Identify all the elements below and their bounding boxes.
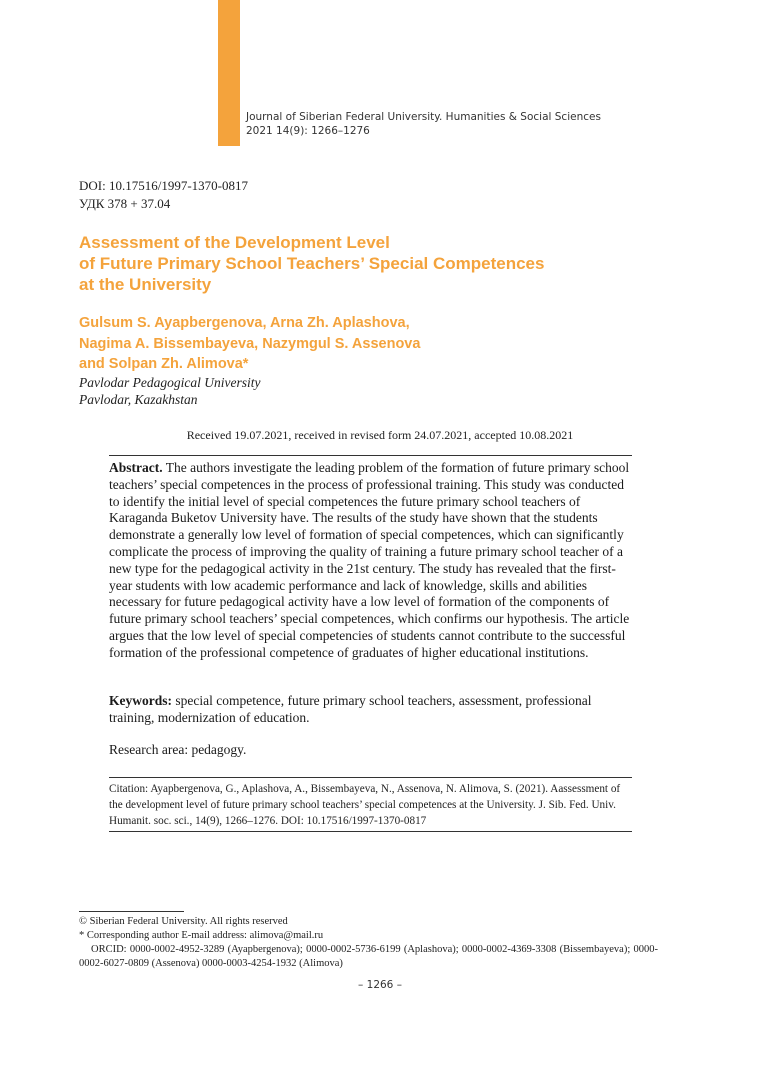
authors-line: Nagima A. Bissembayeva, Nazymgul S. Assenova bbox=[79, 335, 421, 352]
page-number: – 1266 – bbox=[358, 979, 402, 991]
title-line: of Future Primary School Teachers’ Special Competences bbox=[79, 254, 545, 273]
author-list bbox=[79, 313, 459, 375]
title-line: Assessment of the Development Level bbox=[79, 233, 390, 252]
keywords-text: special competence, future primary school teachers, assessment, professional training, modernization of education. bbox=[109, 693, 592, 725]
affiliation bbox=[79, 374, 260, 408]
corresponding-author-note: * Corresponding author E-mail address: alimova@mail.ru bbox=[79, 930, 324, 941]
citation-bottom-rule bbox=[109, 831, 632, 832]
udk: УДК 378 + 37.04 bbox=[79, 196, 171, 211]
journal-header bbox=[246, 110, 601, 138]
affiliation-institution: Pavlodar Pedagogical University bbox=[79, 375, 261, 390]
article-title bbox=[79, 232, 599, 295]
authors-line: and Solpan Zh. Alimova* bbox=[79, 356, 249, 372]
orcid-note: ORCID: 0000-0002-4952-3289 (Ayapbergenova); 0000-0002-5736-6199 (Aplashova); 0000-0002-4369-3308 (Bissembayeva); 0000-0002-6027-0809 (Assenova) 0000-0003-4254-1932 (Alimova) bbox=[79, 944, 658, 969]
authors-line: Gulsum S. Ayapbergenova, Arna Zh. Aplashova, bbox=[79, 315, 410, 331]
title-line: at the University bbox=[79, 275, 212, 294]
footnote-rule bbox=[79, 911, 184, 912]
abstract bbox=[109, 460, 632, 662]
research-area: Research area: pedagogy. bbox=[109, 742, 247, 757]
doi: DOI: 10.17516/1997-1370-0817 bbox=[79, 178, 248, 193]
abstract-label: Abstract. bbox=[109, 460, 163, 475]
keywords bbox=[109, 692, 632, 726]
keywords-label: Keywords: bbox=[109, 693, 172, 708]
abstract-top-rule bbox=[109, 455, 632, 456]
journal-issue: 2021 14(9): 1266–1276 bbox=[246, 125, 370, 137]
accent-bar bbox=[218, 0, 240, 146]
citation: Citation: Ayapbergenova, G., Aplashova, A., Bissembayeva, N., Assenova, N. Alimova, S. (2021). Aassessment of the development level of future primary school teachers’ special competences at the University. J. Sib. Fed. Univ. Humanit. soc. sci., 14(9), 1266–1276. DOI: 10.17516/1997-1370-0817 bbox=[109, 783, 621, 827]
identifiers bbox=[79, 177, 248, 213]
citation-top-rule bbox=[109, 777, 632, 778]
affiliation-location: Pavlodar, Kazakhstan bbox=[79, 392, 198, 407]
abstract-text: The authors investigate the leading problem of the formation of future primary school teachers’ special competences in the process of professional training. This study was conducted to identify the initial level of special competences the future primary school teachers of Karaganda Buketov University have. The results of the study have shown that the students demonstrate a generally low level of formation of special competences, which can significantly complicate the process of improving the quality of training a future primary school teacher of a new type for the pedagogical activity in the 21st century. The study has revealed that the first-year students with low academic performance and lack of knowledge, skills and abilities necessary for future pedagogical activity have a low level of formation of the components of future primary school teachers’ special competences, which confirms our hypothesis. The article argues that the low level of special competencies of students cannot contribute to the successful formation of the professional competence of graduates of higher educational institutions. bbox=[109, 460, 630, 660]
footnotes bbox=[79, 915, 658, 971]
journal-name: Journal of Siberian Federal University. Humanities & Social Sciences bbox=[246, 111, 601, 123]
copyright-note: © Siberian Federal University. All rights reserved bbox=[79, 916, 288, 927]
received-dates: Received 19.07.2021, received in revised form 24.07.2021, accepted 10.08.2021 bbox=[186, 428, 574, 442]
